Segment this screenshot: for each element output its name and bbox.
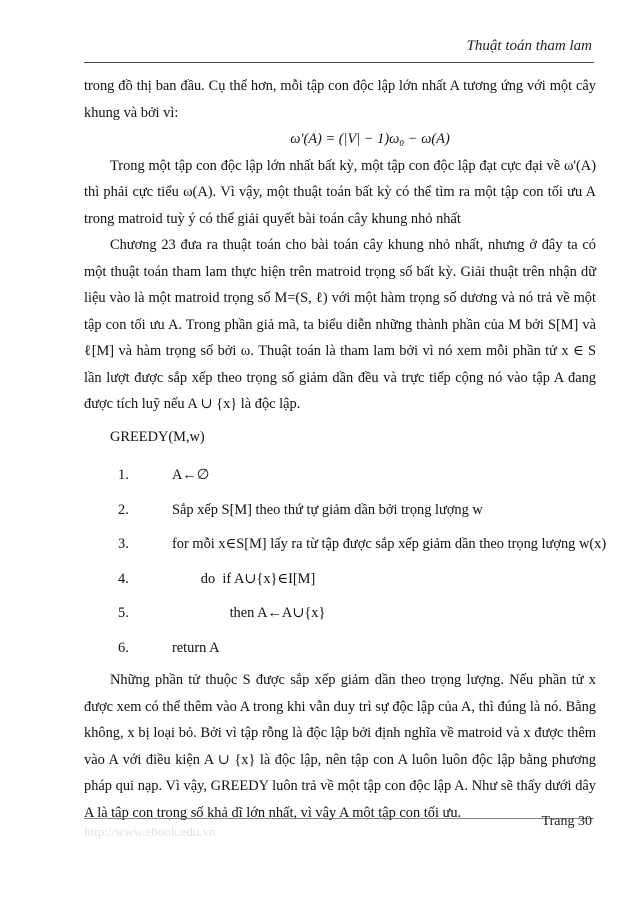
algorithm-title: GREEDY(M,w) <box>110 428 205 445</box>
line-code: Sắp xếp S[M] theo thứ tự giảm dần bởi trọng lượng w <box>172 501 483 518</box>
paragraph-1: trong đồ thị ban đầu. Cụ thể hơn, mỗi tập con độc lập lớn nhất A tương ứng với một cây khung và bởi vì: <box>84 78 596 121</box>
page-body <box>84 73 607 826</box>
line-number: 4. <box>118 570 129 587</box>
line-code: return A <box>172 639 220 656</box>
paragraph-4: Những phần tử thuộc S được sắp xếp giảm dần theo trọng lượng. Nếu phần tử x được xem có thể thêm vào A trong khi vẫn duy trì sự độc lập của A, thì đúng là nó. Bằng không, x bị loại bỏ. Bởi vì tập rỗng là độc lập bởi định nghĩa về matroid và x được thêm vào A với điều kiện A ∪ {x} là độc lập, nên tập con A luôn luôn độc lập bằng phương pháp qui nạp. Vì vậy, GREEDY luôn trả về một tập con độc lập A. Như sẽ thấy dưới dây A là tập con trọng số khả dĩ lớn nhất, vì vậy A một tập con tối ưu. <box>84 672 596 821</box>
line-number: 3. <box>118 536 129 552</box>
line-number: 6. <box>118 639 129 656</box>
line-number: 1. <box>118 467 129 483</box>
algorithm-line <box>84 562 596 597</box>
algorithm-line <box>84 631 596 666</box>
footer-divider <box>84 818 594 819</box>
algorithm-line <box>84 458 596 493</box>
line-code: do if A∪{x}∈I[M] <box>172 570 316 587</box>
header-divider <box>84 62 594 63</box>
algorithm-line <box>84 493 596 528</box>
footer-url-link[interactable]: http://www.ebook.edu.vn <box>84 824 216 839</box>
algorithm-line <box>84 596 596 631</box>
page-number: Trang 30 <box>541 814 592 829</box>
line-code: A←∅ <box>172 467 210 483</box>
line-code: for mỗi x∈S[M] lấy ra từ tập được sắp xếp giảm dần theo trọng lượng w(x) <box>172 536 607 552</box>
line-number: 2. <box>118 501 129 518</box>
equation-1: ω'(A) = (|V| − 1)ω₀ − ω(A) <box>290 131 450 147</box>
algorithm-line <box>84 527 607 562</box>
paragraph-2: Trong một tập con độc lập lớn nhất bất kỳ, một tập con độc lập đạt cực đại về ω'(A) thì phải cực tiểu ω(A). Vì vậy, một thuật toán bất kỳ có thể tìm ra một tập con tối ưu A trong matroid tuỳ ý có thể giải quyết bài toán cây khung nhỏ nhất <box>84 157 596 227</box>
line-number: 5. <box>118 605 129 621</box>
algorithm-pseudocode <box>84 458 607 665</box>
header-title: Thuật toán tham lam <box>466 38 592 54</box>
paragraph-3: Chương 23 đưa ra thuật toán cho bài toán cây khung nhỏ nhất, nhưng ở đây ta có một thuật toán tham lam thực hiện trên matroid trọng số bất kỳ. Giải thuật trên nhận dữ liệu vào là một matroid trọng số M=(S, ℓ) với một hàm trọng số dương và nó trả về một tập con tối ưu A. Trong phần giả mã, ta biểu diễn những thành phần của M bởi S[M] và ℓ[M] và hàm trọng số bởi ω. Thuật toán là tham lam bởi vì nó xem mỗi phần tử x ∈ S lần lượt được sắp xếp theo trọng số giảm dần đều và trực tiếp cộng nó vào tập A đang được tích luỹ nếu A ∪ {x} là độc lập. <box>84 237 596 412</box>
line-code: then A←A∪{x} <box>172 605 326 621</box>
